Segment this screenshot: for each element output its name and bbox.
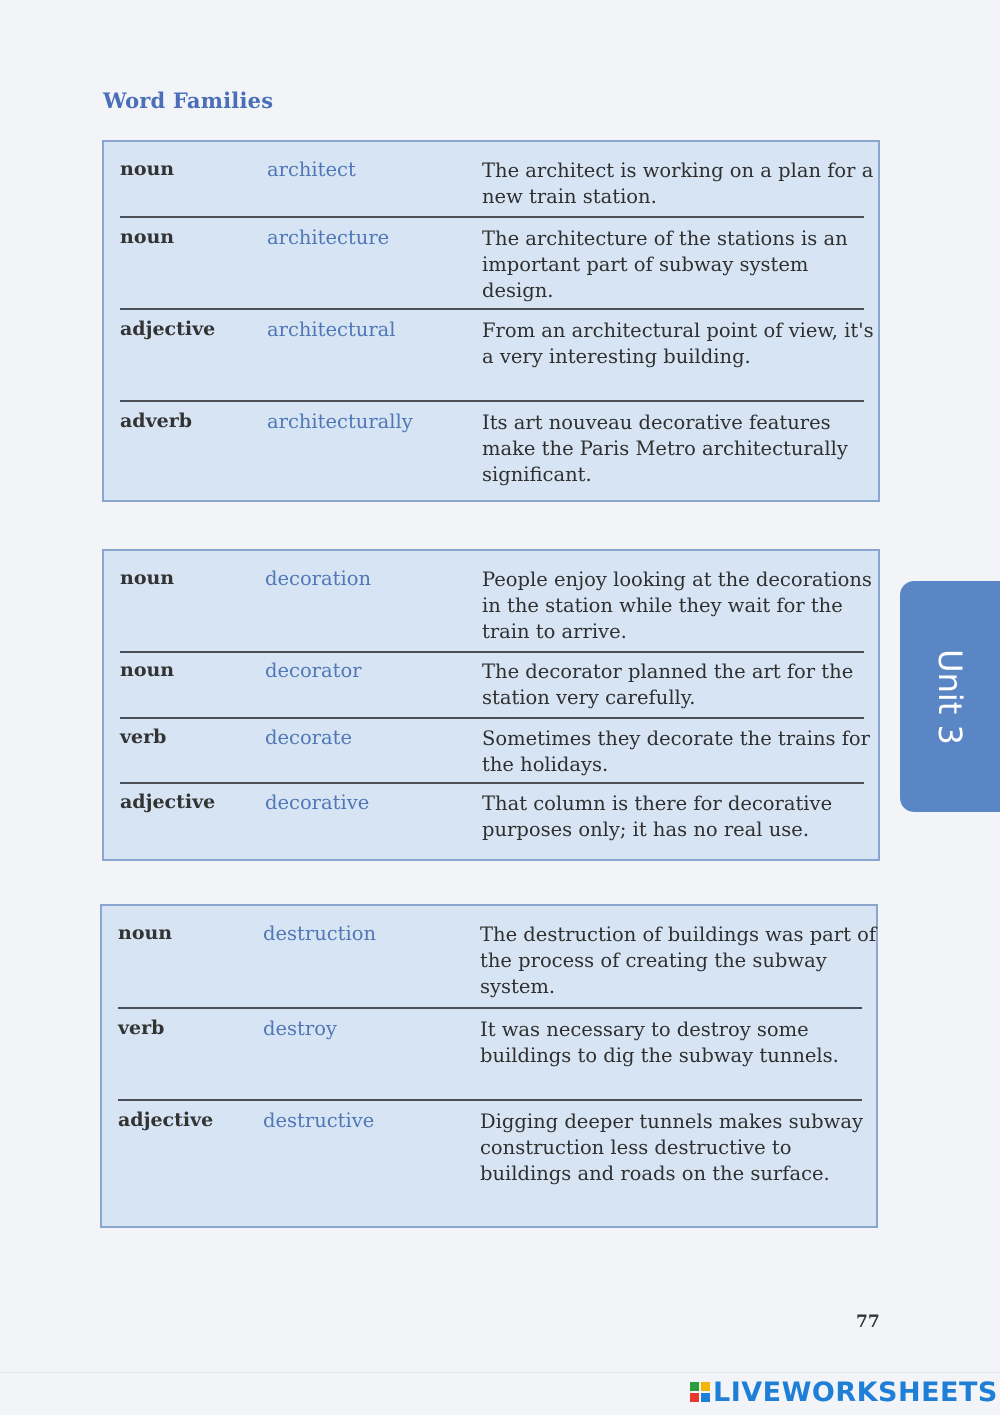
page-number: 77 (856, 1312, 880, 1332)
word-form: architecture (267, 226, 390, 249)
word-form: decorative (265, 791, 370, 814)
part-of-speech: noun (120, 567, 175, 589)
brand-watermark[interactable] (690, 1375, 998, 1409)
table-row (118, 922, 877, 1007)
example-sentence: Its art nouveau decorative features make the Paris Metro architecturally significant. (482, 411, 848, 486)
example-sentence: Digging deeper tunnels makes subway construction less destructive to buildings and roads on the surface. (480, 1110, 863, 1185)
table-row (120, 400, 864, 492)
word-form: architecturally (267, 410, 413, 433)
example-sentence: The decorator planned the art for the station very carefully. (482, 660, 854, 709)
word-family-table-decoration (102, 549, 880, 861)
table-row (120, 782, 864, 850)
word-form: decorator (265, 659, 362, 682)
part-of-speech: verb (120, 726, 167, 748)
unit-tab (900, 581, 1000, 812)
table-row (120, 216, 864, 309)
page-title: Word Families (103, 88, 274, 113)
table-row (118, 1007, 862, 1100)
example-sentence: People enjoy looking at the decorations in the station while they wait for the train to arrive. (482, 568, 872, 643)
part-of-speech: adjective (120, 791, 216, 813)
part-of-speech: noun (120, 226, 175, 248)
part-of-speech: adjective (118, 1109, 214, 1131)
example-sentence: From an architectural point of view, it's a very interesting building. (482, 319, 874, 368)
part-of-speech: noun (120, 158, 175, 180)
word-form: destruction (263, 922, 377, 945)
example-sentence: The architect is working on a plan for a new train station. (482, 159, 874, 208)
example-sentence: The destruction of buildings was part of the process of creating the subway system. (480, 923, 877, 998)
table-row (120, 567, 872, 651)
example-sentence: The architecture of the stations is an important part of subway system design. (482, 227, 848, 302)
part-of-speech: noun (120, 659, 175, 681)
table-row (120, 651, 864, 719)
table-row (120, 717, 870, 783)
footer-divider (0, 1372, 1000, 1373)
table-row (120, 308, 874, 401)
word-form: decoration (265, 567, 372, 590)
part-of-speech: adjective (120, 318, 216, 340)
word-form: destroy (263, 1017, 337, 1040)
word-family-table-destruction (100, 904, 878, 1228)
part-of-speech: adverb (120, 410, 193, 432)
liveworksheets-logo-icon (690, 1382, 710, 1402)
word-family-table-architect (102, 140, 880, 502)
table-row (120, 158, 874, 216)
example-sentence: That column is there for decorative purposes only; it has no real use. (482, 792, 833, 841)
brand-name: LIVEWORKSHEETS (713, 1376, 998, 1408)
example-sentence: It was necessary to destroy some buildings to dig the subway tunnels. (480, 1018, 839, 1067)
word-form: decorate (265, 726, 353, 749)
word-form: architectural (267, 318, 396, 341)
word-form: architect (267, 158, 356, 181)
example-sentence: Sometimes they decorate the trains for the holidays. (482, 727, 870, 776)
part-of-speech: verb (118, 1017, 165, 1039)
table-row (118, 1099, 862, 1219)
part-of-speech: noun (118, 922, 173, 944)
word-form: destructive (263, 1109, 375, 1132)
unit-tab-label: Unit 3 (931, 648, 969, 745)
